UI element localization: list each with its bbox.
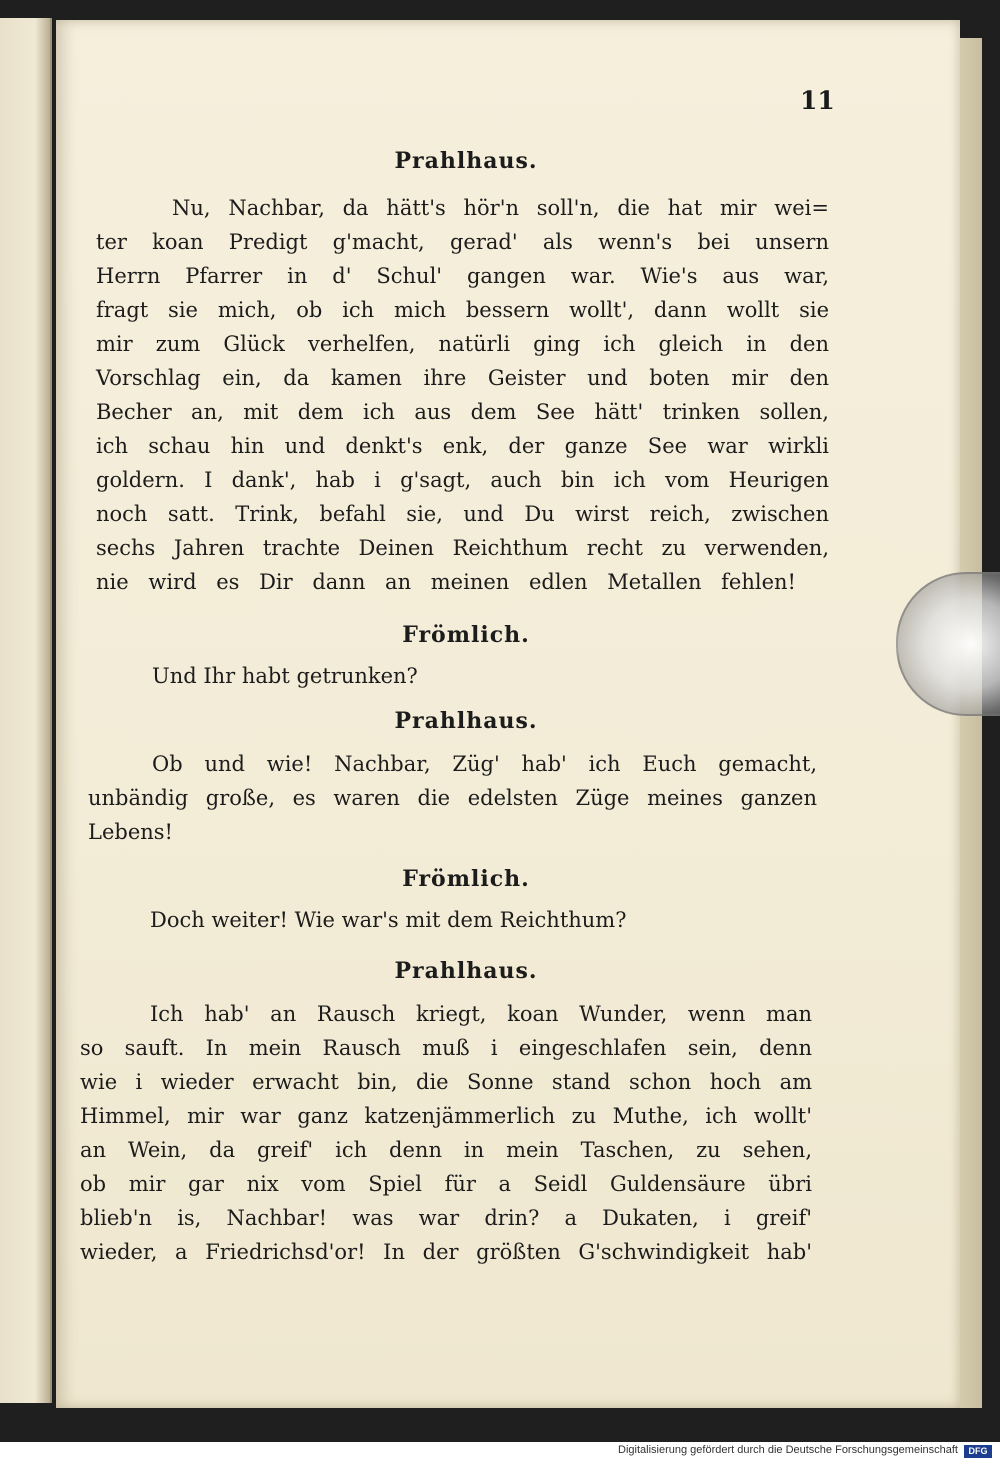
text-line: an Wein, da greif' ich denn in mein Taschen, zu sehen, bbox=[80, 1138, 812, 1162]
text-line: nie wird es Dir dann an meinen edlen Metallen fehlen! bbox=[96, 570, 796, 594]
text-line: mir zum Glück verhelfen, natürli ging ich gleich in den bbox=[96, 332, 829, 356]
text-line: ter koan Predigt g'macht, gerad' als wenn's bei unsern bbox=[96, 230, 829, 254]
text-line: Lebens! bbox=[88, 820, 173, 844]
text-line: fragt sie mich, ob ich mich bessern wollt', dann wollt sie bbox=[96, 298, 829, 322]
text-line: Und Ihr habt getrunken? bbox=[152, 664, 418, 688]
text-line: noch satt. Trink, befahl sie, und Du wirst reich, zwischen bbox=[96, 502, 829, 526]
speaker-heading-prahlhaus: Prahlhaus. bbox=[394, 958, 538, 984]
speaker-heading-prahlhaus: Prahlhaus. bbox=[394, 708, 538, 734]
text-line: Himmel, mir war ganz katzenjämmerlich zu Muthe, ich wollt' bbox=[80, 1104, 812, 1128]
text-line: Nu, Nachbar, da hätt's hör'n soll'n, die hat mir wei= bbox=[172, 196, 829, 220]
text-line: wieder, a Friedrichsd'or! In der größten G'schwindigkeit hab' bbox=[80, 1240, 812, 1264]
text-line: Doch weiter! Wie war's mit dem Reichthum? bbox=[150, 908, 627, 932]
text-line: sechs Jahren trachte Deinen Reichthum recht zu verwenden, bbox=[96, 536, 829, 560]
text-line: ich schau hin und denkt's enk, der ganze See war wirkli bbox=[96, 434, 829, 458]
page-number: 11 bbox=[800, 86, 835, 115]
text-line: so sauft. In mein Rausch muß i eingeschlafen sein, denn bbox=[80, 1036, 812, 1060]
dfg-logo: DFG bbox=[964, 1445, 992, 1458]
text-line: ob mir gar nix vom Spiel für a Seidl Guldensäure übri bbox=[80, 1172, 812, 1196]
text-line: Ich hab' an Rausch kriegt, koan Wunder, wenn man bbox=[150, 1002, 812, 1026]
speaker-heading-prahlhaus: Prahlhaus. bbox=[394, 148, 538, 174]
text-line: wie i wieder erwacht bin, die Sonne stand schon hoch am bbox=[80, 1070, 812, 1094]
speaker-heading-froemlich: Frömlich. bbox=[402, 866, 530, 892]
text-line: Ob und wie! Nachbar, Züg' hab' ich Euch gemacht, bbox=[152, 752, 817, 776]
text-line: goldern. I dank', hab i g'sagt, auch bin ich vom Heurigen bbox=[96, 468, 829, 492]
text-line: blieb'n is, Nachbar! was war drin? a Dukaten, i greif' bbox=[80, 1206, 812, 1230]
text-line: unbändig große, es waren die edelsten Züge meines ganzen bbox=[88, 786, 817, 810]
text-line: Vorschlag ein, da kamen ihre Geister und boten mir den bbox=[96, 366, 829, 390]
text-line: Herrn Pfarrer in d' Schul' gangen war. Wie's aus war, bbox=[96, 264, 829, 288]
speaker-heading-froemlich: Frömlich. bbox=[402, 622, 530, 648]
funding-credit: Digitalisierung gefördert durch die Deutsche Forschungsgemeinschaft bbox=[618, 1444, 958, 1456]
footer-bar bbox=[0, 1442, 1000, 1461]
text-line: Becher an, mit dem ich aus dem See hätt' trinken sollen, bbox=[96, 400, 829, 424]
facing-page-edge bbox=[0, 18, 52, 1403]
